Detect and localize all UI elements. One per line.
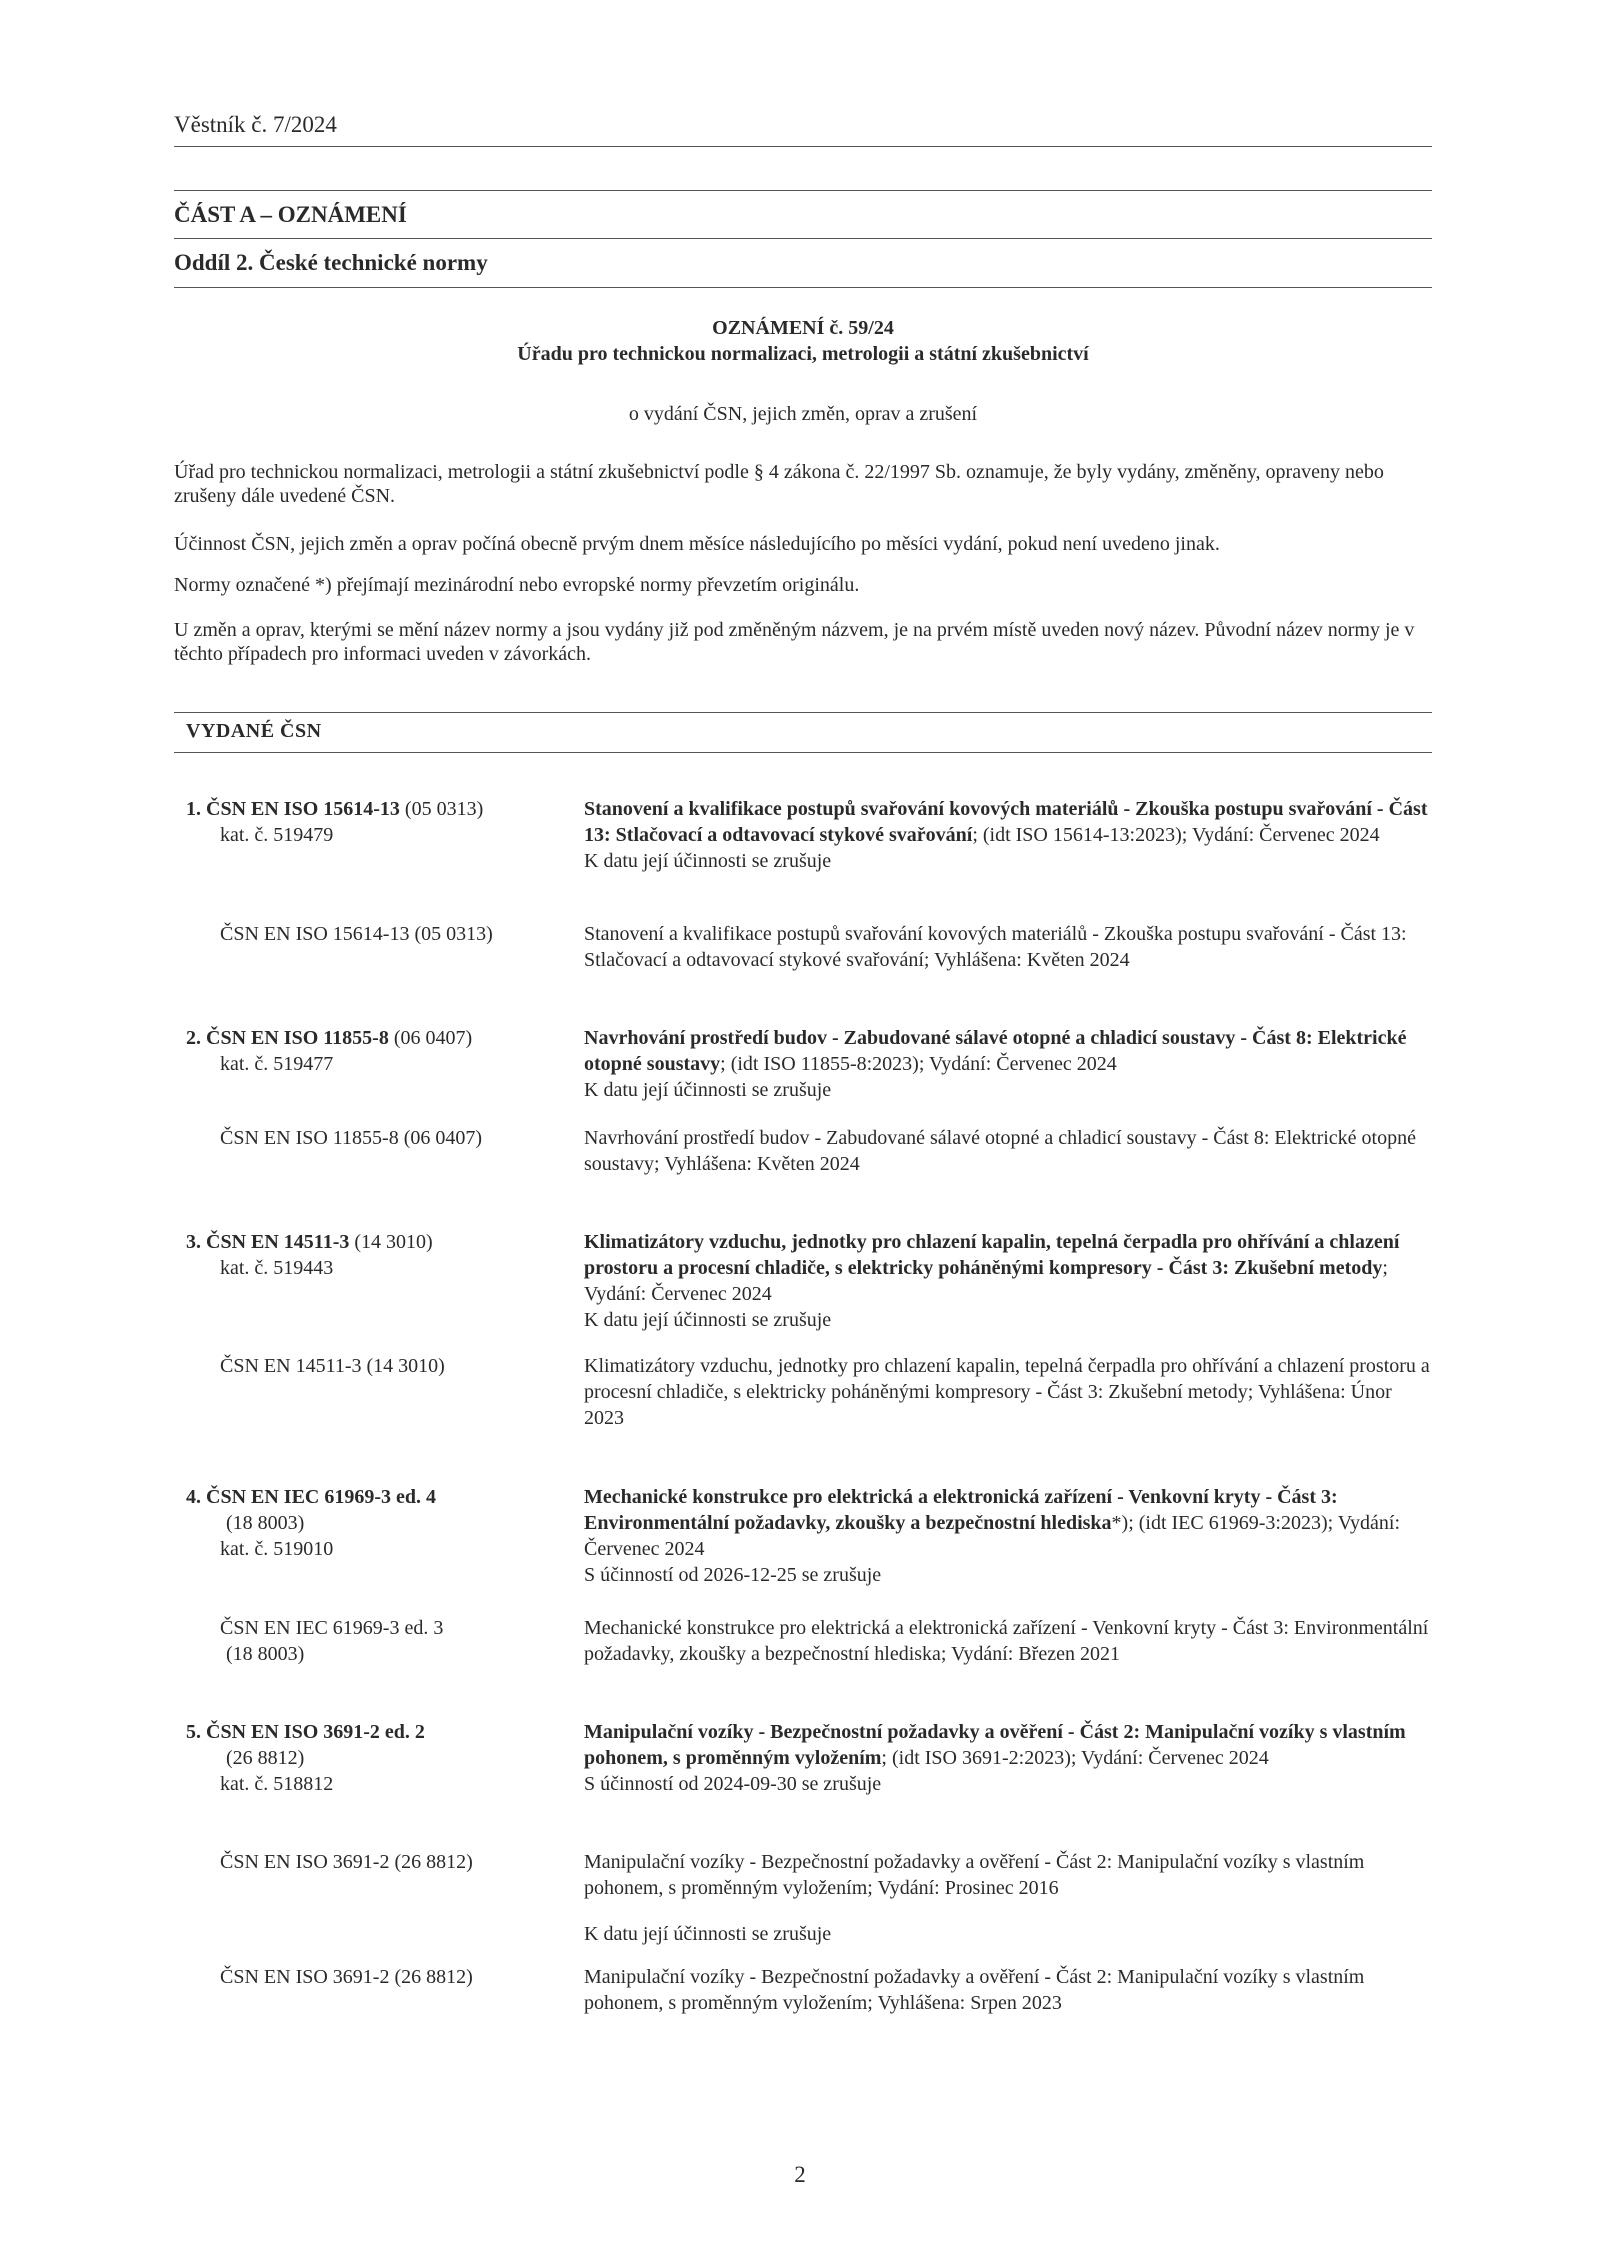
entry-3-id [186,1229,566,1281]
entry-3-desc [584,1229,1434,1333]
replaced-text: Stanovení a kvalifikace postupů svařování kovových materiálů - Zkouška postupu svařování - Část 13: Stlačovací a odtavovací stykové svařování; Vyhlášena: Květen 2024 [584,923,1407,971]
replaced-code: ČSN EN ISO 3691-2 (26 8812) [220,1851,473,1873]
entry-details: ; (idt ISO 15614-13:2023); Vydání: Červenec 2024 [972,824,1380,846]
entry-number: 1. ČSN EN ISO 15614-13 [186,798,400,820]
part-title: ČÁST A – OZNÁMENÍ [174,202,407,227]
entry-class: (05 0313) [404,798,484,820]
entry-4-desc [584,1484,1434,1588]
divider [174,190,1432,191]
entry-effect: K datu její účinnosti se zrušuje [584,1923,832,1945]
entry-class: (18 8003) [226,1512,305,1534]
entry-effect: K datu její účinnosti se zrušuje [584,850,832,872]
replaced-code: ČSN EN 14511-3 (14 3010) [220,1355,445,1377]
entry-effect: K datu její účinnosti se zrušuje [584,1309,832,1331]
entry-title: Klimatizátory vzduchu, jednotky pro chlazení kapalin, tepelná čerpadla pro ohřívání a chlazení prostoru a procesní chladiče, s elektricky poháněnými kompresory - Část 3: Zkušební metody [584,1231,1400,1279]
entry-details: *); (idt IEC 61969-3:2023); Vydání: Červenec 2024 [584,1512,1401,1560]
entry-catalog: kat. č. 519479 [220,824,334,846]
entry-title: Stanovení a kvalifikace postupů svařování kovových materiálů - Zkouška postupu svařování - Část 13: Stlačovací a odtavovací stykové svařování [584,798,1428,846]
replaced-code-line: ČSN EN IEC 61969-3 ed. 3 [220,1617,444,1639]
intro-paragraph: U změn a oprav, kterými se mění název normy a jsou vydány již pod změněným názvem, je na prvém místě uveden nový název. Původní název normy je v těchto případech pro informaci uveden v závorkách. [174,619,1415,665]
page-number: 2 [794,2162,806,2187]
entry-4-id [186,1484,566,1562]
replaced-code: ČSN EN ISO 11855-8 (06 0407) [220,1127,483,1149]
entry-number: 4. ČSN EN IEC 61969-3 ed. 4 [186,1486,437,1508]
divider [174,712,1432,713]
entry-catalog: kat. č. 518812 [220,1773,334,1795]
replaced-text: Manipulační vozíky - Bezpečnostní požadavky a ověření - Část 2: Manipulační vozíky s vlastním pohonem, s proměnným vyložením; Vydání: Prosinec 2016 [584,1851,1365,1899]
replaced-code: ČSN EN ISO 3691-2 (26 8812) [220,1966,473,1988]
journal-header: Věstník č. 7/2024 [174,112,1432,147]
entry-1-desc [584,796,1434,874]
section-title: Oddíl 2. České technické normy [174,250,488,275]
entry-2-desc [584,1025,1434,1103]
notice-subject: o vydání ČSN, jejich změn, oprav a zrušení [628,403,978,425]
intro-paragraph: Normy označené *) přejímají mezinárodní nebo evropské normy převzetím originálu. [174,574,860,596]
entry-catalog: kat. č. 519010 [220,1538,334,1560]
divider [174,287,1432,288]
entry-title: Manipulační vozíky - Bezpečnostní požadavky a ověření - Část 2: Manipulační vozíky s vlastním pohonem, s proměnným vyložením [584,1721,1406,1769]
entry-number: 2. ČSN EN ISO 11855-8 [186,1027,389,1049]
replaced-text: Navrhování prostředí budov - Zabudované sálavé otopné a chladicí soustavy - Část 8: Elektrické otopné soustavy; Vyhlášena: Květen 2024 [584,1127,1416,1175]
entry-effect: S účinností od 2026-12-25 se zrušuje [584,1564,882,1586]
intro-paragraph: Účinnost ČSN, jejich změn a oprav počíná obecně prvým dnem měsíce následujícího po měsíci vydání, pokud není uvedeno jinak. [174,533,1220,555]
entry-details: ; (idt ISO 3691-2:2023); Vydání: Červenec 2024 [881,1747,1269,1769]
replaced-code [186,1615,600,1667]
entry-number: 3. ČSN EN 14511-3 [186,1231,350,1253]
entry-number: 5. ČSN EN ISO 3691-2 ed. 2 [186,1721,425,1743]
entry-1-id [186,796,566,848]
divider [174,752,1432,753]
entry-effect: K datu její účinnosti se zrušuje [584,1079,832,1101]
entry-5-id [186,1719,566,1797]
vydane-heading: VYDANÉ ČSN [186,720,322,742]
entry-effect: S účinností od 2024-09-30 se zrušuje [584,1773,882,1795]
divider [174,238,1432,239]
entry-catalog: kat. č. 519443 [220,1257,334,1279]
notice-number: OZNÁMENÍ č. 59/24 [712,317,894,339]
replaced-text: Klimatizátory vzduchu, jednotky pro chlazení kapalin, tepelná čerpadla pro ohřívání a chlazení prostoru a procesní chladiče, s elektricky poháněnými kompresory - Část 3: Zkušební metody; Vyhlášena: Únor 2023 [584,1355,1430,1429]
notice-office: Úřadu pro technickou normalizaci, metrologii a státní zkušebnictví [517,343,1089,365]
entry-class: (06 0407) [393,1027,473,1049]
entry-class: (14 3010) [354,1231,433,1253]
replaced-text: Manipulační vozíky - Bezpečnostní požadavky a ověření - Část 2: Manipulační vozíky s vlastním pohonem, s proměnným vyložením; Vyhlášena: Srpen 2023 [584,1966,1365,2014]
entry-2-id [186,1025,566,1077]
entry-5-desc [584,1719,1434,1797]
entry-title: Navrhování prostředí budov - Zabudované sálavé otopné a chladicí soustavy - Část 8: Elektrické otopné soustavy [584,1027,1407,1075]
replaced-code-class: (18 8003) [226,1643,305,1665]
entry-catalog: kat. č. 519477 [220,1053,334,1075]
replaced-code: ČSN EN ISO 15614-13 (05 0313) [220,923,493,945]
entry-details: ; Vydání: Červenec 2024 [584,1257,1388,1305]
intro-paragraph: Úřad pro technickou normalizaci, metrologii a státní zkušebnictví podle § 4 zákona č. 22/1997 Sb. oznamuje, že byly vydány, změněny, opraveny nebo zrušeny dále uvedené ČSN. [174,461,1384,507]
entry-class: (26 8812) [226,1747,305,1769]
replaced-text: Mechanické konstrukce pro elektrická a elektronická zařízení - Venkovní kryty - Část 3: Environmentální požadavky, zkoušky a bezpečnostní hlediska; Vydání: Březen 2021 [584,1617,1429,1665]
entry-details: ; (idt ISO 11855-8:2023); Vydání: Červenec 2024 [720,1053,1117,1075]
entry-title: Mechanické konstrukce pro elektrická a elektronická zařízení - Venkovní kryty - Část 3: Environmentální požadavky, zkoušky a bezpečnostní hlediska [584,1486,1338,1534]
